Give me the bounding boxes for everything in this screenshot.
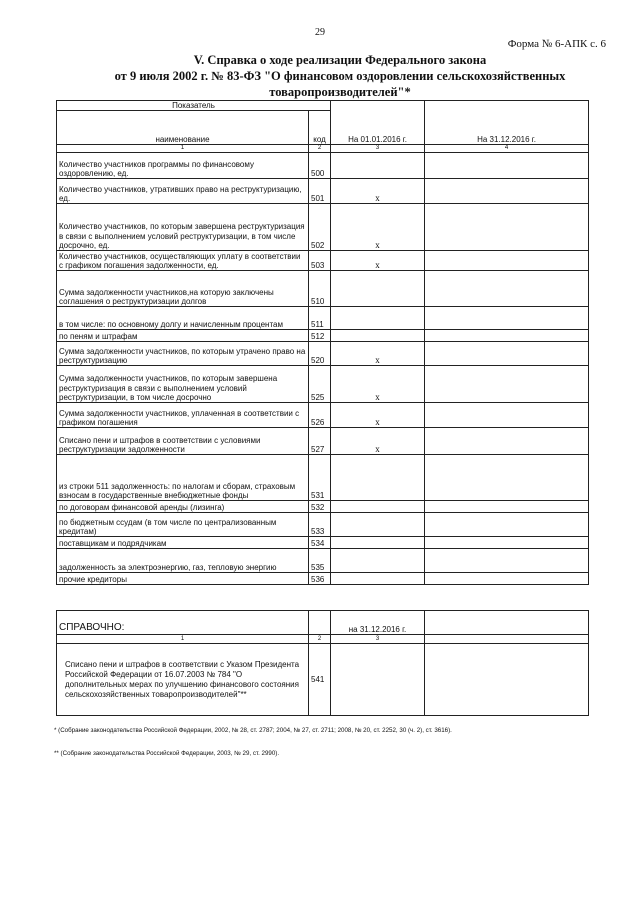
reference-empty <box>425 644 589 716</box>
row-code: 503 <box>309 251 331 271</box>
table-row <box>57 204 589 251</box>
row-code: 525 <box>309 366 331 403</box>
row-value-2016-01: x <box>331 342 425 366</box>
column-number: 4 <box>425 145 589 153</box>
row-value-2016-12 <box>425 403 589 428</box>
column-number: 1 <box>57 145 309 153</box>
title-line-2: от 9 июля 2002 г. № 83-ФЗ "О финансовом оздоровлении сельскохозяйственных <box>114 69 566 83</box>
row-name: по бюджетным ссудам (в том числе по централизованным кредитам) <box>57 513 309 537</box>
row-value-2016-12 <box>425 204 589 251</box>
row-name: прочие кредиторы <box>57 573 309 585</box>
row-code: 536 <box>309 573 331 585</box>
table-row <box>57 179 589 204</box>
row-value-2016-01 <box>331 153 425 179</box>
title-line-1: V. Справка о ходе реализации Федерального закона <box>193 53 487 67</box>
row-value-2016-01 <box>331 501 425 513</box>
table-row <box>57 330 589 342</box>
row-code: 512 <box>309 330 331 342</box>
row-name: Сумма задолженности участников, по которым утрачено право на реструктуризацию <box>57 342 309 366</box>
row-value-2016-01 <box>331 537 425 549</box>
row-value-2016-01: x <box>331 179 425 204</box>
row-name: Количество участников, осуществляющих уплату в соответствии с графиком погашения задолженности, ед. <box>57 251 309 271</box>
row-value-2016-01: x <box>331 366 425 403</box>
reference-label: СПРАВОЧНО: <box>57 611 309 635</box>
row-value-2016-01 <box>331 573 425 585</box>
reference-table <box>56 610 589 716</box>
row-value-2016-01 <box>331 307 425 330</box>
row-code: 535 <box>309 549 331 573</box>
row-value-2016-12 <box>425 428 589 455</box>
row-value-2016-01: x <box>331 403 425 428</box>
row-value-2016-12 <box>425 179 589 204</box>
column-number: 1 <box>57 635 309 644</box>
row-name: Сумма задолженности участников, по которым завершена реструктуризация в связи с выполнением условий реструктуризации, в том числе досрочно <box>57 366 309 403</box>
column-number: 3 <box>331 145 425 153</box>
row-value-2016-01 <box>331 455 425 501</box>
row-value-2016-01 <box>331 271 425 307</box>
row-name: Количество участников программы по финансовому оздоровлению, ед. <box>57 153 309 179</box>
row-value-2016-12 <box>425 342 589 366</box>
row-name: Сумма задолженности участников, уплаченная в соответствии с графиком погашения <box>57 403 309 428</box>
code-header: код <box>309 111 331 145</box>
table-row <box>57 428 589 455</box>
main-table <box>56 100 589 585</box>
section-title <box>40 52 640 100</box>
row-name: по пеням и штрафам <box>57 330 309 342</box>
row-value-2016-01 <box>331 549 425 573</box>
row-value-2016-12 <box>425 573 589 585</box>
row-value-2016-01 <box>331 330 425 342</box>
column-number: 2 <box>309 145 331 153</box>
row-name: Количество участников, по которым завершена реструктуризация в связи с выполнением условий реструктуризации, в том числе досрочно, ед. <box>57 204 309 251</box>
row-value-2016-12 <box>425 513 589 537</box>
footnote-2: ** (Собрание законодательства Российской Федерации, 2003, № 29, ст. 2990). <box>54 750 280 757</box>
row-value-2016-12 <box>425 455 589 501</box>
column-number-row <box>57 145 589 153</box>
row-code: 510 <box>309 271 331 307</box>
reference-header-row <box>57 611 589 635</box>
row-value-2016-01: x <box>331 204 425 251</box>
row-name: Сумма задолженности участников,на которую заключены соглашения о реструктуризации долгов <box>57 271 309 307</box>
table-row <box>57 251 589 271</box>
reference-row-value <box>331 644 425 716</box>
row-value-2016-12 <box>425 366 589 403</box>
row-value-2016-12 <box>425 307 589 330</box>
row-name: Списано пени и штрафов в соответствии с условиями реструктуризации задолженности <box>57 428 309 455</box>
row-value-2016-01: x <box>331 251 425 271</box>
row-value-2016-01: x <box>331 428 425 455</box>
indicator-header: Показатель <box>57 101 331 111</box>
table-row <box>57 403 589 428</box>
col3-header: На 01.01.2016 г. <box>331 101 425 145</box>
row-value-2016-12 <box>425 549 589 573</box>
reference-row-code: 541 <box>309 644 331 716</box>
row-code: 534 <box>309 537 331 549</box>
reference-code-header <box>309 611 331 635</box>
row-code: 520 <box>309 342 331 366</box>
reference-column-number-row <box>57 635 589 644</box>
row-value-2016-12 <box>425 330 589 342</box>
reference-row-name: Списано пени и штрафов в соответствии с Указом Президента Российской Федерации от 16.07.2003 № 784 "О дополнительных мерах по улучшению финансового состояния сельскохозяйственных товаропроизводителей"** <box>57 644 309 716</box>
reference-empty <box>425 611 589 635</box>
row-value-2016-01 <box>331 513 425 537</box>
row-name: в том числе: по основному долгу и начисленным процентам <box>57 307 309 330</box>
row-code: 511 <box>309 307 331 330</box>
reference-empty <box>425 635 589 644</box>
row-name: задолженность за электроэнергию, газ, тепловую энергию <box>57 549 309 573</box>
title-line-3: товаропроизводителей"* <box>269 85 411 99</box>
row-code: 501 <box>309 179 331 204</box>
header-row-top <box>57 101 589 111</box>
row-code: 502 <box>309 204 331 251</box>
table-row <box>57 455 589 501</box>
reference-col3-header: на 31.12.2016 г. <box>331 611 425 635</box>
table-row <box>57 307 589 330</box>
table-row <box>57 366 589 403</box>
table-row <box>57 537 589 549</box>
row-code: 531 <box>309 455 331 501</box>
row-name: из строки 511 задолженность: по налогам и сборам, страховым взносам в государственные внебюджетные фонды <box>57 455 309 501</box>
footnote-1: * (Собрание законодательства Российской Федерации, 2002, № 28, ст. 2787; 2004, № 27, ст. 2711; 2008, № 20, ст. 2252, 30 (ч. 2), ст. 3616). <box>54 727 452 734</box>
form-reference: Форма № 6-АПК с. 6 <box>507 38 606 50</box>
column-number: 2 <box>309 635 331 644</box>
row-name: поставщикам и подрядчикам <box>57 537 309 549</box>
column-number: 3 <box>331 635 425 644</box>
row-code: 500 <box>309 153 331 179</box>
row-code: 527 <box>309 428 331 455</box>
row-value-2016-12 <box>425 251 589 271</box>
table-row <box>57 573 589 585</box>
table-row <box>57 342 589 366</box>
col4-header: На 31.12.2016 г. <box>425 101 589 145</box>
row-name: по договорам финансовой аренды (лизинга) <box>57 501 309 513</box>
row-code: 533 <box>309 513 331 537</box>
row-value-2016-12 <box>425 271 589 307</box>
name-header: наименование <box>57 111 309 145</box>
table-row <box>57 644 589 716</box>
table-row <box>57 501 589 513</box>
row-value-2016-12 <box>425 537 589 549</box>
row-code: 526 <box>309 403 331 428</box>
row-value-2016-12 <box>425 501 589 513</box>
table-row <box>57 153 589 179</box>
row-code: 532 <box>309 501 331 513</box>
table-row <box>57 549 589 573</box>
table-row <box>57 271 589 307</box>
page-number: 29 <box>315 27 325 38</box>
row-value-2016-12 <box>425 153 589 179</box>
table-row <box>57 513 589 537</box>
footnotes <box>54 727 614 773</box>
row-name: Количество участников, утративших право на реструктуризацию, ед. <box>57 179 309 204</box>
